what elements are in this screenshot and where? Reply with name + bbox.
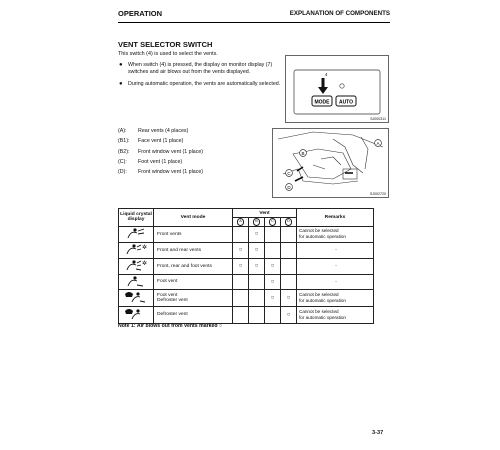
callout-label: 4 [325, 72, 328, 77]
remarks: - [297, 274, 374, 289]
vent-mode-table [118, 208, 374, 324]
mark-b [249, 306, 265, 323]
list-text: Front window vent (1 place) [138, 169, 204, 176]
mark-a: ○ [233, 258, 249, 274]
bullet-item [118, 81, 283, 88]
figure-code: SJ002720 [369, 192, 386, 196]
foot-icon [119, 274, 154, 289]
mark-c: ○ [265, 289, 281, 306]
svg-text:✲: ✲ [142, 245, 148, 251]
switch-panel-figure [285, 55, 389, 123]
vent-mode: Foot vent Defroster vent [154, 289, 233, 306]
mark-b: ○ [249, 242, 265, 258]
mark-d: ○ [281, 306, 297, 323]
table-row [119, 258, 374, 274]
header-section: OPERATION [118, 9, 163, 18]
vent-mode: Defroster vent [154, 306, 233, 323]
mark-d: ○ [281, 289, 297, 306]
vent-mode: Front and rear vents [154, 242, 233, 258]
mark-c [265, 306, 281, 323]
vent-list [118, 126, 203, 177]
mark-d [281, 258, 297, 274]
mark-d [281, 274, 297, 289]
cab-vents-figure [272, 128, 389, 198]
remarks: - [297, 258, 374, 274]
switch-panel-drawing [286, 56, 388, 122]
table-row [119, 242, 374, 258]
mark-b [249, 289, 265, 306]
vent-col-d: D [281, 218, 297, 227]
figure-code: SJ000311 [370, 117, 386, 121]
bullet-item [118, 62, 283, 75]
header-mode: Vent mode [154, 209, 233, 227]
callout-a: A [376, 140, 380, 146]
auto-button-label: AUTO [338, 99, 354, 106]
mark-c [265, 226, 281, 242]
face-icon [119, 226, 154, 242]
page-number: 3-37 [372, 430, 384, 436]
list-text: Rear vents (4 places) [138, 128, 189, 134]
list-item [118, 136, 203, 146]
list-item [118, 157, 203, 167]
table-row [119, 289, 374, 306]
face-rear-foot-icon [119, 258, 154, 274]
mark-b [249, 274, 265, 289]
bullet-text: When switch (4) is pressed, the display on monitor display (7) switches and air blows out from the vents displayed. [128, 62, 273, 75]
bullet-dot-icon: ● [119, 62, 123, 68]
table-note: Note 1: Air blows out from vents marked ○ [118, 323, 223, 329]
mark-b: ○ [249, 226, 265, 242]
mark-a [233, 226, 249, 242]
vent-mode: Front vents [154, 226, 233, 242]
list-key: (C): [118, 158, 127, 165]
vent-col-a: A [233, 218, 249, 227]
svg-text:✲: ✲ [142, 261, 148, 267]
intro-text: This switch (4) is used to select the vents. [118, 51, 218, 57]
bullet-text: During automatic operation, the vents are automatically selected. [128, 81, 281, 88]
table-row [119, 306, 374, 323]
mark-d [281, 226, 297, 242]
table-row [119, 274, 374, 289]
list-item [118, 147, 203, 157]
face-rear-icon [119, 242, 154, 258]
remarks: Cannot be selected for automatic operation [297, 306, 374, 323]
mark-c: ○ [265, 258, 281, 274]
mark-a [233, 289, 249, 306]
list-text: Front window vent (1 place) [138, 148, 204, 155]
header-vent: Vent [233, 209, 297, 218]
vent-col-b: B [249, 218, 265, 227]
list-item [118, 167, 203, 177]
callout-b: B [301, 150, 305, 156]
bullet-dot-icon: ● [119, 81, 123, 88]
callout-c: C [287, 170, 291, 176]
mark-a [233, 274, 249, 289]
vent-col-c: C [265, 218, 281, 227]
mark-a [233, 306, 249, 323]
list-text: Face vent (1 place) [138, 138, 184, 145]
mode-button-label: MODE [314, 99, 330, 106]
table-row [119, 226, 374, 242]
defrost-icon [119, 306, 154, 323]
mark-c: ○ [265, 274, 281, 289]
cab-drawing [273, 129, 388, 197]
list-item [118, 126, 203, 136]
remarks: Cannot be selected for automatic operation [297, 289, 374, 306]
mark-d [281, 242, 297, 258]
list-key: (B1): [118, 138, 130, 145]
foot-defrost-icon [119, 289, 154, 306]
mark-c [265, 242, 281, 258]
remarks: - [297, 242, 374, 258]
vent-mode: Foot vent [154, 274, 233, 289]
list-text: Foot vent (1 place) [138, 158, 183, 165]
list-key: (B2): [118, 148, 130, 155]
bullet-list [118, 62, 283, 94]
page-header [118, 8, 390, 23]
mark-a: ○ [233, 242, 249, 258]
mark-b: ○ [249, 258, 265, 274]
vent-mode: Front, rear and foot vents [154, 258, 233, 274]
remarks: Cannot be selected for automatic operation [297, 226, 374, 242]
list-key: (A): [118, 128, 127, 134]
list-key: (D): [118, 169, 127, 176]
callout-d: D [287, 184, 291, 190]
header-remarks: Remarks [297, 209, 374, 227]
section-title: VENT SELECTOR SWITCH [118, 40, 213, 49]
header-subsection: EXPLANATION OF COMPONENTS [289, 10, 390, 17]
header-lcd: Liquid crystal display [119, 209, 154, 227]
